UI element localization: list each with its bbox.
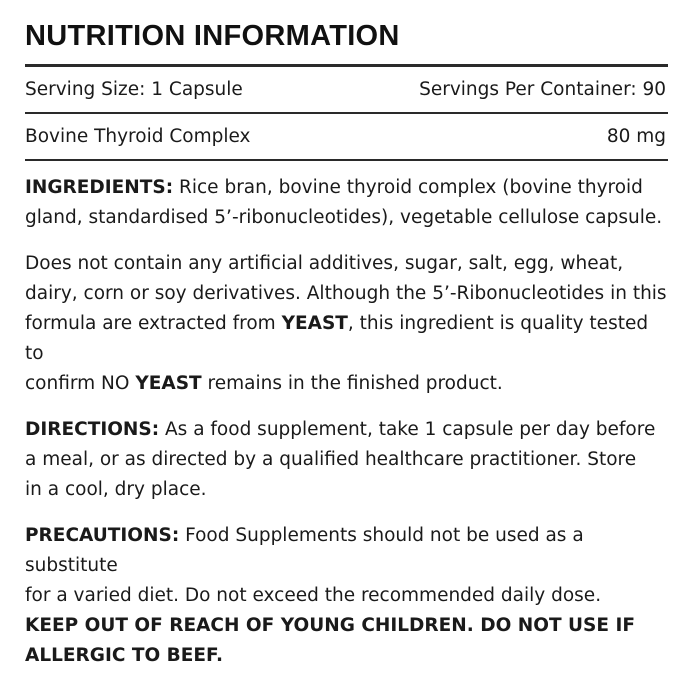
directions-paragraph	[25, 415, 668, 505]
precautions-paragraph	[25, 521, 668, 671]
serving-row	[25, 67, 668, 112]
servings-per-container: Servings Per Container: 90	[419, 79, 666, 100]
disclaimer-yeast-2: YEAST	[135, 373, 202, 394]
warning-line-1: KEEP OUT OF REACH OF YOUNG CHILDREN. DO NOT USE IF	[25, 615, 635, 636]
disclaimer-line-4-post: remains in the finished product.	[201, 373, 503, 394]
precautions-label: PRECAUTIONS:	[25, 525, 180, 546]
ingredient-name: Bovine Thyroid Complex	[25, 125, 251, 147]
ingredients-line-1: Rice bran, bovine thyroid complex (bovine thyroid	[173, 177, 643, 198]
disclaimer-line-3-post: , this ingredient is quality tested to	[25, 313, 649, 364]
ingredients-paragraph	[25, 173, 668, 233]
directions-line-2: a meal, or as directed by a qualified healthcare practitioner. Store	[25, 449, 637, 470]
table-bottom-divider	[25, 159, 668, 162]
ingredients-line-2: gland, standardised 5’-ribonucleotides), vegetable cellulose capsule.	[25, 207, 663, 228]
directions-line-1: As a food supplement, take 1 capsule per day before	[159, 419, 656, 440]
ingredient-amount-row	[25, 114, 668, 159]
nutrition-panel	[25, 16, 668, 671]
disclaimer-paragraph	[25, 249, 668, 399]
disclaimer-line-4-pre: confirm NO	[25, 373, 136, 394]
ingredients-label: INGREDIENTS:	[25, 177, 174, 198]
disclaimer-line-2: dairy, corn or soy derivatives. Although the 5’-Ribonucleotides in this	[25, 283, 667, 304]
disclaimer-line-1: Does not contain any artificial additives, sugar, salt, egg, wheat,	[25, 253, 624, 274]
directions-label: DIRECTIONS:	[25, 419, 160, 440]
precautions-line-2: for a varied diet. Do not exceed the recommended daily dose.	[25, 585, 602, 606]
warning-line-2: ALLERGIC TO BEEF.	[25, 645, 223, 666]
directions-line-3: in a cool, dry place.	[25, 479, 207, 500]
disclaimer-yeast-1: YEAST	[281, 313, 348, 334]
ingredient-amount: 80 mg	[606, 125, 666, 147]
disclaimer-line-3-pre: formula are extracted from	[25, 313, 282, 334]
precautions-line-1: Food Supplements should not be used as a substitute	[25, 525, 584, 576]
page-title: NUTRITION INFORMATION	[25, 20, 400, 52]
serving-size: Serving Size: 1 Capsule	[25, 79, 243, 100]
